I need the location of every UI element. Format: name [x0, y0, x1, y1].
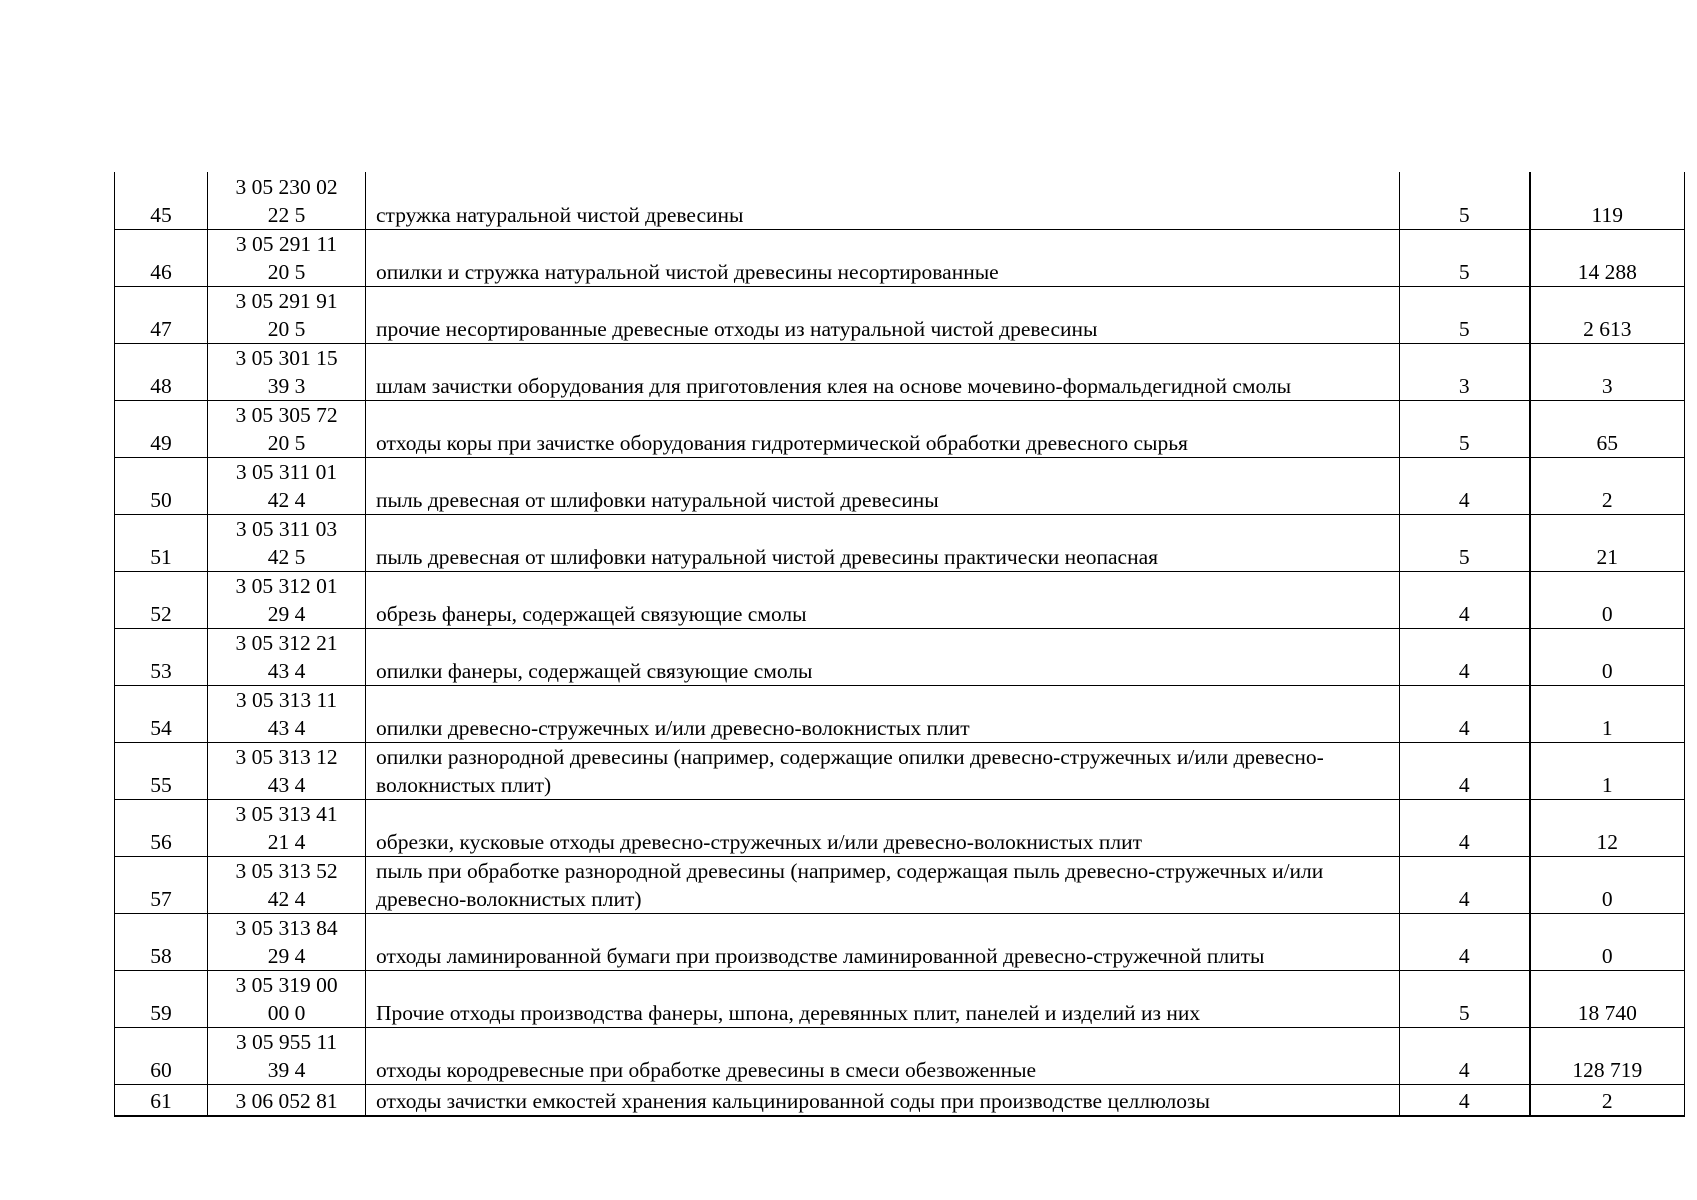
waste-code [208, 628, 366, 685]
waste-code-line-1: 3 05 312 01 [235, 573, 338, 598]
waste-code-line-1: 3 05 313 52 [235, 858, 338, 883]
waste-code-line-1: 3 05 319 00 [235, 972, 338, 997]
row-number: 53 [115, 628, 208, 685]
waste-amount: 1 [1530, 685, 1685, 742]
table-row [115, 229, 1685, 286]
waste-amount: 2 613 [1530, 286, 1685, 343]
waste-code [208, 742, 366, 799]
waste-name: отходы ламинированной бумаги при производстве ламинированной древесно-стружечной плиты [366, 913, 1400, 970]
waste-amount: 65 [1530, 400, 1685, 457]
table-row [115, 514, 1685, 571]
waste-code [208, 571, 366, 628]
waste-code [208, 970, 366, 1027]
waste-code-line-2: 20 5 [267, 259, 306, 284]
row-number: 51 [115, 514, 208, 571]
table-body [115, 172, 1685, 1116]
table-row [115, 913, 1685, 970]
waste-code [208, 343, 366, 400]
hazard-class: 5 [1400, 400, 1530, 457]
waste-code-line-2: 39 4 [267, 1057, 306, 1082]
hazard-class: 4 [1400, 628, 1530, 685]
waste-code-line-1: 3 05 313 12 [235, 744, 338, 769]
waste-name: пыль при обработке разнородной древесины (например, содержащая пыль древесно-стружечных и/или древесно-волокнистых плит) [366, 856, 1400, 913]
waste-code-line-1: 3 05 313 11 [235, 687, 338, 712]
row-number: 60 [115, 1027, 208, 1084]
waste-name: обрезь фанеры, содержащей связующие смолы [366, 571, 1400, 628]
waste-amount: 14 288 [1530, 229, 1685, 286]
waste-code [208, 685, 366, 742]
waste-amount: 128 719 [1530, 1027, 1685, 1084]
table-row [115, 685, 1685, 742]
waste-amount: 12 [1530, 799, 1685, 856]
waste-code-line-1: 3 05 291 91 [235, 288, 338, 313]
waste-code-line-2: 20 5 [267, 430, 306, 455]
waste-name: прочие несортированные древесные отходы из натуральной чистой древесины [366, 286, 1400, 343]
waste-name: опилки разнородной древесины (например, содержащие опилки древесно-стружечных и/или древесно-волокнистых плит) [366, 742, 1400, 799]
waste-name: шлам зачистки оборудования для приготовления клея на основе мочевино-формальдегидной смолы [366, 343, 1400, 400]
waste-code-line-2: 21 4 [267, 829, 306, 854]
hazard-class: 4 [1400, 685, 1530, 742]
table-row [115, 1084, 1685, 1116]
row-number: 59 [115, 970, 208, 1027]
waste-code-line-1: 3 05 305 72 [235, 402, 338, 427]
waste-amount: 18 740 [1530, 970, 1685, 1027]
waste-name: опилки фанеры, содержащей связующие смолы [366, 628, 1400, 685]
waste-code [208, 457, 366, 514]
waste-name: обрезки, кусковые отходы древесно-стружечных и/или древесно-волокнистых плит [366, 799, 1400, 856]
table-row [115, 400, 1685, 457]
waste-code-line-1: 3 05 312 21 [235, 630, 338, 655]
hazard-class: 4 [1400, 913, 1530, 970]
waste-code [208, 856, 366, 913]
hazard-class: 5 [1400, 172, 1530, 229]
hazard-class: 5 [1400, 970, 1530, 1027]
waste-amount: 0 [1530, 913, 1685, 970]
waste-code-line-2: 42 5 [267, 544, 306, 569]
waste-code-line-2: 39 3 [267, 373, 306, 398]
waste-code-line-2: 20 5 [267, 316, 306, 341]
row-number: 55 [115, 742, 208, 799]
row-number: 47 [115, 286, 208, 343]
table-row [115, 799, 1685, 856]
waste-amount: 3 [1530, 343, 1685, 400]
hazard-class: 4 [1400, 571, 1530, 628]
hazard-class: 4 [1400, 1084, 1530, 1116]
row-number: 57 [115, 856, 208, 913]
table-row [115, 571, 1685, 628]
waste-code [208, 514, 366, 571]
waste-name: отходы зачистки емкостей хранения кальцинированной соды при производстве целлюлозы [366, 1084, 1400, 1116]
waste-code [208, 1084, 366, 1116]
waste-code [208, 286, 366, 343]
waste-code-line-1: 3 05 311 01 [235, 459, 338, 484]
row-number: 46 [115, 229, 208, 286]
waste-name: стружка натуральной чистой древесины [366, 172, 1400, 229]
waste-amount: 21 [1530, 514, 1685, 571]
waste-code-line-1: 3 05 301 15 [235, 345, 338, 370]
waste-code-line-2: 42 4 [267, 886, 306, 911]
waste-code [208, 400, 366, 457]
hazard-class: 4 [1400, 856, 1530, 913]
hazard-class: 5 [1400, 286, 1530, 343]
row-number: 58 [115, 913, 208, 970]
waste-name: пыль древесная от шлифовки натуральной чистой древесины практически неопасная [366, 514, 1400, 571]
waste-code-line-1: 3 06 052 81 [235, 1089, 338, 1113]
waste-code-line-2: 22 5 [267, 202, 306, 227]
waste-name: опилки и стружка натуральной чистой древесины несортированные [366, 229, 1400, 286]
waste-code-line-2: 29 4 [267, 943, 306, 968]
row-number: 61 [115, 1084, 208, 1116]
waste-amount: 0 [1530, 856, 1685, 913]
hazard-class: 4 [1400, 457, 1530, 514]
waste-code-line-1: 3 05 291 11 [235, 231, 338, 256]
waste-code [208, 799, 366, 856]
table-row [115, 172, 1685, 229]
table-row [115, 742, 1685, 799]
waste-code [208, 229, 366, 286]
waste-amount: 0 [1530, 628, 1685, 685]
waste-name: пыль древесная от шлифовки натуральной чистой древесины [366, 457, 1400, 514]
table-row [115, 970, 1685, 1027]
table-row [115, 856, 1685, 913]
waste-name: отходы кородревесные при обработке древесины в смеси обезвоженные [366, 1027, 1400, 1084]
row-number: 49 [115, 400, 208, 457]
hazard-class: 3 [1400, 343, 1530, 400]
waste-code-line-2: 43 4 [267, 715, 306, 740]
row-number: 52 [115, 571, 208, 628]
waste-code-line-1: 3 05 955 11 [235, 1029, 338, 1054]
waste-code [208, 913, 366, 970]
waste-code [208, 1027, 366, 1084]
hazard-class: 5 [1400, 229, 1530, 286]
waste-code-line-1: 3 05 230 02 [235, 174, 338, 199]
waste-table [114, 172, 1685, 1117]
waste-amount: 119 [1530, 172, 1685, 229]
waste-code-line-1: 3 05 311 03 [235, 516, 338, 541]
waste-name: Прочие отходы производства фанеры, шпона, деревянных плит, панелей и изделий из них [366, 970, 1400, 1027]
waste-amount: 2 [1530, 1084, 1685, 1116]
waste-code-line-2: 43 4 [267, 658, 306, 683]
hazard-class: 4 [1400, 1027, 1530, 1084]
waste-code-line-2: 29 4 [267, 601, 306, 626]
waste-code [208, 172, 366, 229]
row-number: 48 [115, 343, 208, 400]
row-number: 54 [115, 685, 208, 742]
waste-code-line-2: 42 4 [267, 487, 306, 512]
hazard-class: 4 [1400, 742, 1530, 799]
row-number: 50 [115, 457, 208, 514]
waste-amount: 0 [1530, 571, 1685, 628]
waste-code-line-1: 3 05 313 84 [235, 915, 338, 940]
hazard-class: 4 [1400, 799, 1530, 856]
waste-amount: 2 [1530, 457, 1685, 514]
table-row [115, 343, 1685, 400]
table-row [115, 1027, 1685, 1084]
waste-name: опилки древесно-стружечных и/или древесно-волокнистых плит [366, 685, 1400, 742]
waste-amount: 1 [1530, 742, 1685, 799]
row-number: 56 [115, 799, 208, 856]
waste-code-line-1: 3 05 313 41 [235, 801, 338, 826]
table-row [115, 457, 1685, 514]
table-row [115, 286, 1685, 343]
hazard-class: 5 [1400, 514, 1530, 571]
waste-name: отходы коры при зачистке оборудования гидротермической обработки древесного сырья [366, 400, 1400, 457]
row-number: 45 [115, 172, 208, 229]
waste-code-line-2: 00 0 [267, 1000, 306, 1025]
table-row [115, 628, 1685, 685]
waste-code-line-2: 43 4 [267, 772, 306, 797]
